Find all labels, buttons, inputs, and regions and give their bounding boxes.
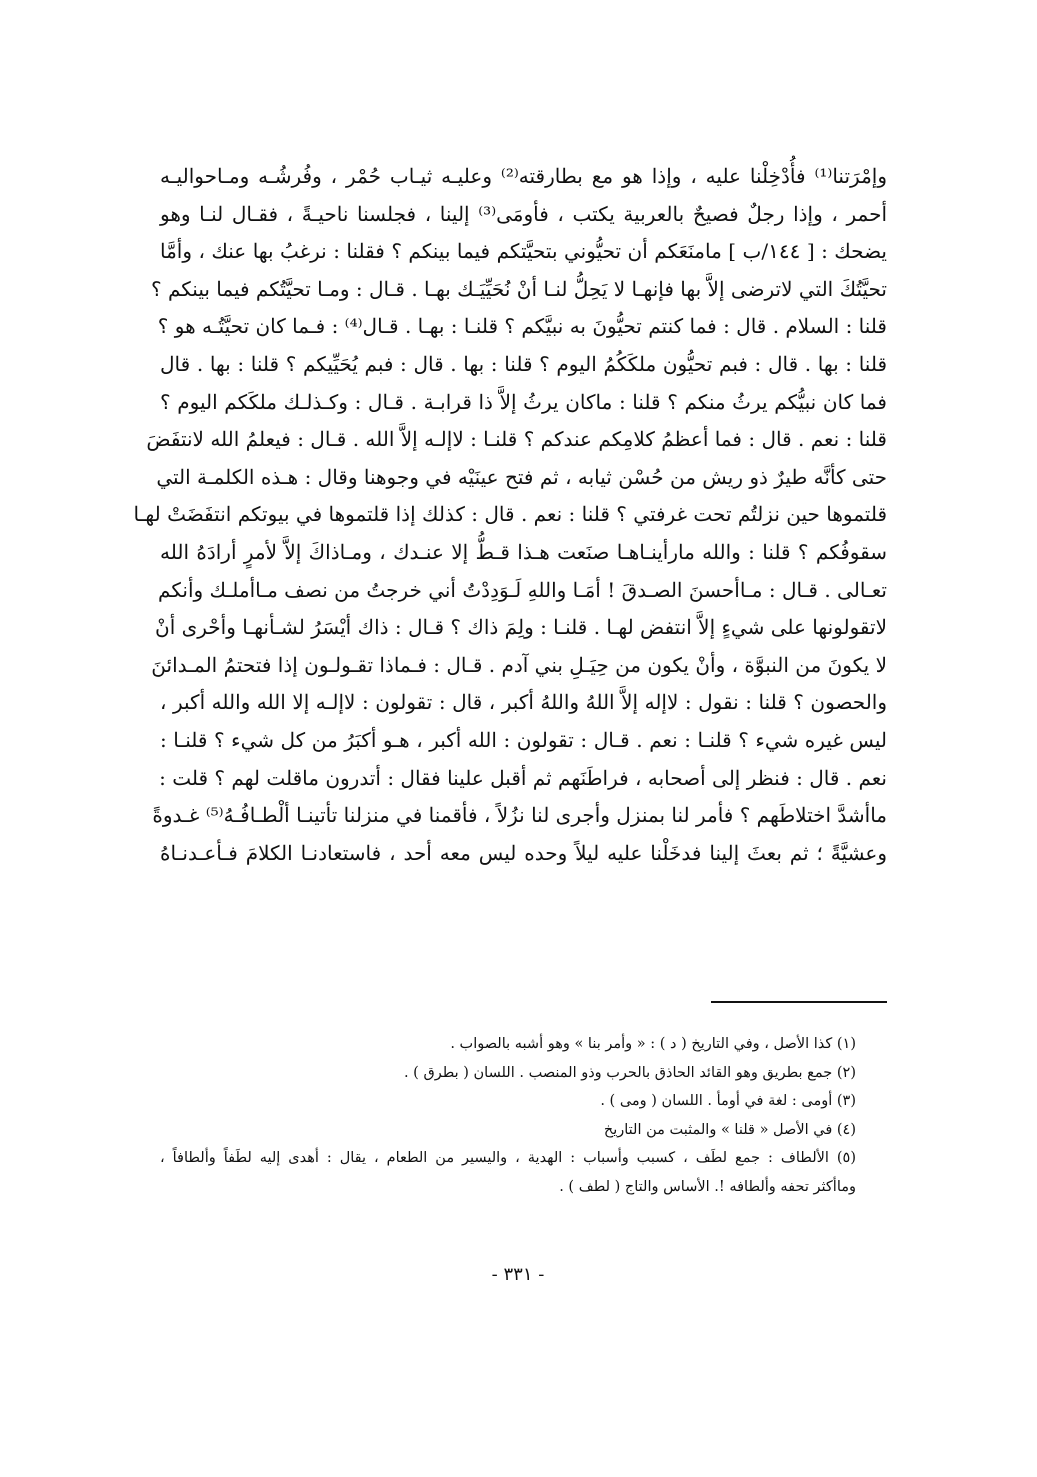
footnotes xyxy=(160,1030,856,1202)
footnote-line: (٣) أومى : لغة في أومأ . اللسان ( ومى ) . xyxy=(600,1093,856,1110)
text-line: وعشيَّةً ؛ ثم بعثَ إلينا فدخَلْنا عليه ليلاً وحده ليس معه أحد ، فاستعادنـا الكلامَ فـأعـدنـاهُ xyxy=(160,840,887,865)
text-line: نعم . قال : فنظر إلى أصحابه ، فراطَنَهم ثم أقبل علينا فقال : أتدرون ماقلت لهم ؟ قلت : xyxy=(159,765,887,790)
text-line: ماأشدَّ اختلاطَهم ؟ فأمر لنا بمنزل وأجرى لنا نزُلاً ، فأقمنا في منزلنا تأتينـا ألْطـافُـهُ⁽⁵⁾ غـدوةً xyxy=(152,803,887,828)
text-line: أحمر ، وإذا رجلٌ فصيحٌ بالعربية يكتب ، فأومَى⁽³⁾ إلينا ، فجلسنا ناحيـةً ، فقـال لنـا وهو xyxy=(160,201,887,226)
page-number: - ٣٣١ - xyxy=(491,1264,545,1285)
text-line: ليس غيره شيء ؟ قلنـا : نعم . قـال : تقولون : الله أكبر ، هـو أكبَرُ من كل شيء ؟ قلنـا : xyxy=(160,727,887,752)
text-line: قلنا : نعم . قال : فما أعظمُ كلامِكم عندكم ؟ قلنـا : لاإلـه إلاَّ الله . قـال : فيعلمُ الله لانتفَضَ xyxy=(146,427,887,452)
text-line: قلنا : السلام . قال : فما كنتم تحيُّونَ به نبيَّكم ؟ قلنـا : بهـا . قـال⁽⁴⁾ : فـما كان تحيَّتُـه هو ؟ xyxy=(157,314,887,339)
text-line: تحيَّتُكَ التي لاترضى إلاَّ بها فإنهـا لا يَحِلُّ لنـا أنْ نُحَيِّيَـك بهـا . قـال : ومـا تحيَّتُكم فيما بينكم ؟ xyxy=(150,276,887,301)
footnote-line: (١) كذا الأصل ، وفي التاريخ ( د ) : « وأمر بنا » وهو أشبه بالصواب . xyxy=(450,1036,856,1052)
text-line: وإمْرَتنا⁽¹⁾ فأُدْخِلْنا عليه ، وإذا هو مع بطارقته⁽²⁾ وعليـه ثيـاب حُمْر ، وفُرشُـه ومـاحواليـه xyxy=(160,164,887,188)
text-line: سقوفُكم ؟ قلنا : والله مارأينـاهـا صنَعت هـذا قـطُّ إلا عنـدك ، ومـاذاكَ إلاَّ لأمرٍ أرادَهُ الله xyxy=(160,539,887,564)
footnote-line: (٢) جمع بطريق وهو القائد الحاذق بالحرب وذو المنصب . اللسان ( بطرق ) . xyxy=(403,1064,856,1081)
footnote-line: (٤) في الأصل « قلنا » والمثبت من التاريخ xyxy=(603,1121,856,1138)
text-line: يضحك : [ ١٤٤/ب ] مامنَعَكم أن تحيُّوني بتحيَّتكم فيما بينكم ؟ فقلنا : نرغبُ بها عنك ، وأمَّا xyxy=(160,239,887,264)
text-line: حتى كأنَّه طيرٌ ذو ريش من حُسْن ثيابه ، ثم فتح عينَيْه في وجوهنا وقال : هـذه الكلمـة التي xyxy=(156,464,887,489)
text-line: قلنا : بها . قال : فبم تحيُّون ملكَكُمُ اليوم ؟ قلنا : بها . قال : فبم يُحَيِّيكم ؟ قلنا : بها . قال xyxy=(160,351,887,376)
text-line: والحصون ؟ قلنا : نقول : لاإله إلاَّ اللهُ واللهُ أكبر ، قال : تقولون : لاإلـه إلا الله والله أكبر ، xyxy=(160,690,887,715)
main-text xyxy=(133,158,887,872)
footnote-divider xyxy=(711,1001,887,1003)
text-line: تعـالى . قـال : مـاأحسنَ الصـدقَ ! أمَـا واللهِ لَـوَدِدْتُ أني خرجتُ من نصف مـاأملـك وأنكم xyxy=(158,577,887,602)
footnote-line: وماأكثر تحفه وألطافه !. الأساس والتاج ( لطف ) . xyxy=(559,1178,856,1195)
footnote-line: (٥) الألطاف : جمع لطَف ، كسبب وأسباب : الهدية ، واليسير من الطعام ، يقال : أهدى إليه لطَفاً وألطافاً ، xyxy=(160,1150,856,1167)
text-line: قلتموها حين نزلتُم تحت غرفتي ؟ قلنا : نعم . قال : كذلك إذا قلتموها في بيوتكم انتفَضَتْ لهـا xyxy=(133,502,887,527)
text-line: لاتقولونها على شيءٍ إلاَّ انتفض لهـا . قلنـا : ولِمَ ذاك ؟ قـال : ذاك أيْسَرُ لشـأنهـا وأحْرى أنْ xyxy=(155,615,887,640)
text-line: لا يكونَ من النبوَّة ، وأنْ يكون من حِيَـلِ بني آدم . قـال : فـماذا تقـولـون إذا فتحتمُ المـدائنَ xyxy=(151,652,887,677)
text-line: فما كان نبيُّكم يرثُ منكم ؟ قلنا : ماكان يرثُ إلاَّ ذا قرابـة . قـال : وكـذلـك ملكَكم اليوم ؟ xyxy=(160,389,887,414)
